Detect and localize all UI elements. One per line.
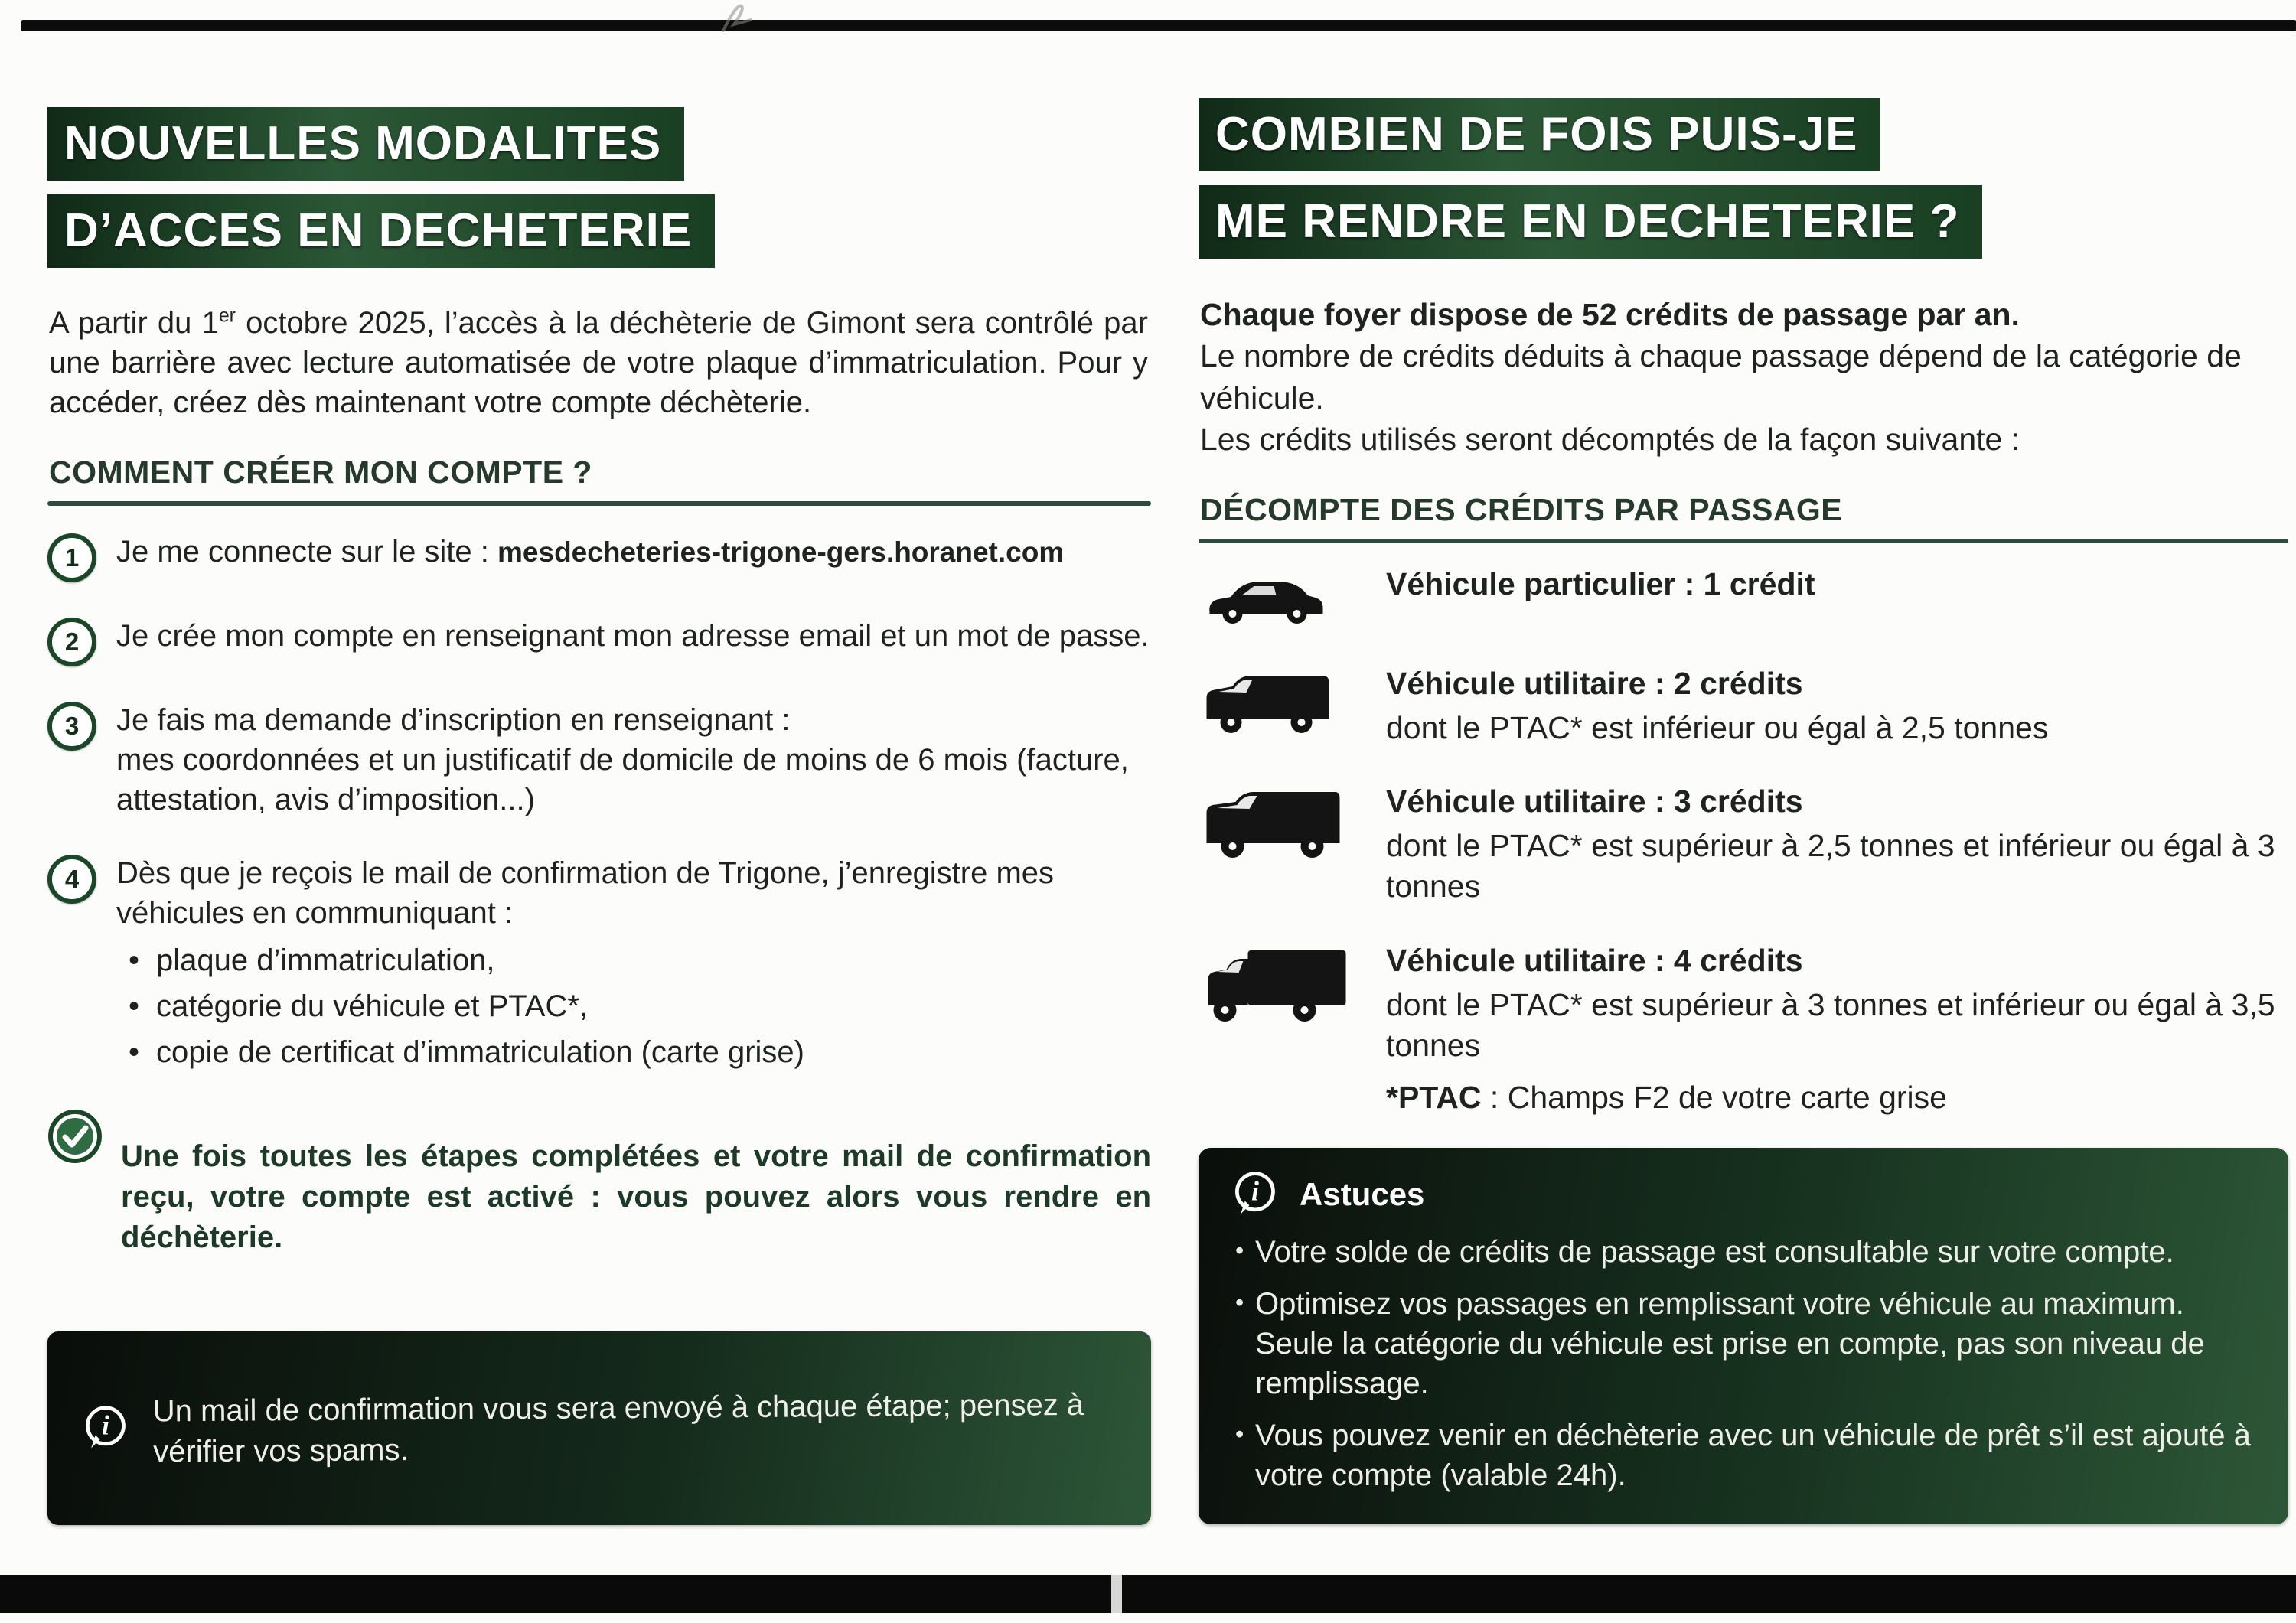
astuce-item-1: • Votre solde de crédits de passage est consultable sur votre compte.: [1229, 1232, 2255, 1272]
step-2: [47, 616, 1151, 666]
vehicle-truck-desc: dont le PTAC* est supérieur à 3 tonnes et inférieur ou égal à 3,5 tonnes: [1386, 986, 2275, 1063]
step-4-bullet-3: • copie de certificat d’immatriculation (carte grise): [116, 1032, 1151, 1072]
right-column: [1199, 98, 2288, 1524]
intro-paragraph: [49, 303, 1148, 422]
left-title-row-2: [47, 194, 1151, 268]
right-title-row-2: [1199, 185, 2288, 259]
left-title-line-1: NOUVELLES MODALITES: [47, 107, 684, 181]
step-3-text: [116, 700, 1151, 820]
step-4-label: Dès que je reçois le mail de confirmation de Trigone, j’enregistre mes véhicules en communiquant :: [116, 856, 1055, 930]
intro-superscript: er: [218, 306, 236, 328]
vehicle-small-van-desc: dont le PTAC* est inférieur ou égal à 2,5 tonnes: [1386, 709, 2049, 745]
step-2-number-badge: 2: [47, 618, 96, 666]
step-4-bullet-2: • catégorie du véhicule et PTAC*,: [116, 986, 1151, 1026]
step-1-text: [116, 532, 1064, 582]
ptac-note-right-term: *PTAC: [1386, 1080, 1482, 1116]
check-icon: [47, 1109, 103, 1164]
intro-text-before-sup: A partir du 1: [49, 306, 219, 341]
small-van-icon: [1199, 669, 1336, 741]
right-section-rule: [1199, 539, 2288, 543]
svg-text:i: i: [101, 1410, 109, 1441]
left-section-title: COMMENT CRÉER MON COMPTE ?: [49, 455, 592, 490]
confirmation-row: [47, 1106, 1151, 1288]
credits-intro-line-2: Le nombre de crédits déduits à chaque passage dépend de la catégorie de véhicule.: [1200, 338, 2242, 416]
vehicle-large-van-title: Véhicule utilitaire : 3 crédits: [1386, 784, 1803, 820]
astuces-title: Astuces: [1300, 1176, 1425, 1213]
info-icon: [80, 1403, 130, 1454]
step-1-number-badge: 1: [47, 533, 96, 582]
large-van-icon: [1199, 787, 1344, 867]
left-section-rule: [47, 501, 1151, 506]
intro-text-after-sup: octobre 2025, l’accès à la déchèterie de Gimont sera contrôlé par une barrière avec lecture automatisée de votre plaque d’immatriculation. Pour y accéder, créez dès maintenant votre compte déchèterie.: [49, 306, 1148, 420]
confirmation-text: Une fois toutes les étapes complétées et votre mail de confirmation reçu, votre compte est activé : vous pouvez alors vous rendre en déchèterie.: [121, 1139, 1151, 1254]
website-url-text: mesdecheteries-trigone-gers.horanet.com: [497, 536, 1065, 569]
step-4-bullet-1: • plaque d’immatriculation,: [116, 940, 1151, 980]
step-4-number-badge: 4: [47, 855, 96, 904]
credits-intro-bold: Chaque foyer dispose de 52 crédits de passage par an.: [1200, 297, 2020, 333]
credits-intro-line-3: Les crédits utilisés seront décomptés de la façon suivante :: [1200, 421, 2020, 457]
vehicle-row-large-van: [1199, 784, 2288, 908]
scan-artifact-top-bar: [21, 20, 2296, 31]
vehicle-truck-title: Véhicule utilitaire : 4 crédits: [1386, 942, 1803, 978]
truck-icon: [1199, 946, 1352, 1030]
left-title-row-1: [47, 107, 1151, 181]
step-1-label: Je me connecte sur le site :: [116, 535, 498, 569]
svg-text:i: i: [1251, 1175, 1259, 1207]
ptac-note-right-rest: : Champs F2 de votre carte grise: [1481, 1080, 1947, 1116]
right-title-line-2: ME RENDRE EN DECHETERIE ?: [1199, 185, 1982, 259]
step-3-line-1: Je fais ma demande d’inscription en renseignant :: [116, 703, 791, 738]
vehicle-car-title: Véhicule particulier : 1 crédit: [1386, 565, 1815, 601]
scan-artifact-bottom-bar: [0, 1575, 2296, 1613]
step-4-bullet-list: [116, 940, 1151, 1072]
step-3-number-badge: 3: [47, 702, 96, 751]
info-icon: [1229, 1169, 1280, 1220]
step-4-text: [116, 853, 1151, 1072]
step-2-text: Je crée mon compte en renseignant mon adresse email et un mot de passe.: [116, 619, 1150, 653]
vehicle-credit-list: [1199, 566, 2288, 1066]
account-steps-list: [47, 532, 1151, 1072]
right-title-line-1: COMBIEN DE FOIS PUIS-JE: [1199, 98, 1880, 171]
vehicle-row-car: [1199, 566, 2288, 631]
astuce-item-3: • Vous pouvez venir en déchèterie avec un véhicule de prêt s’il est ajouté à votre compte (valable 24h).: [1229, 1416, 2255, 1495]
left-title-line-2: D’ACCES EN DECHETERIE: [47, 194, 715, 268]
astuces-box: [1199, 1148, 2288, 1524]
car-icon: [1199, 569, 1332, 631]
right-title-row-1: [1199, 98, 2288, 171]
step-4: [47, 853, 1151, 1072]
astuce-item-2: • Optimisez vos passages en remplissant votre véhicule au maximum. Seule la catégorie du véhicule est prise en compte, pas son niveau de remplissage.: [1229, 1284, 2255, 1403]
step-3-line-2: mes coordonnées et un justificatif de domicile de moins de 6 mois (facture, attestation, avis d’imposition...): [116, 743, 1129, 817]
vehicle-row-small-van: [1199, 666, 2288, 748]
vehicle-small-van-title: Véhicule utilitaire : 2 crédits: [1386, 665, 1803, 701]
vehicle-row-truck: [1199, 943, 2288, 1067]
vehicle-large-van-desc: dont le PTAC* est supérieur à 2,5 tonnes et inférieur ou égal à 3 tonnes: [1386, 828, 2275, 904]
credits-intro: [1200, 294, 2287, 459]
mail-info-box: [47, 1331, 1151, 1526]
ptac-note-right: [1386, 1080, 2288, 1116]
mail-info-text: Un mail de confirmation vous sera envoyé à chaque étape; pensez à vérifier vos spams.: [152, 1387, 1084, 1468]
left-column: [47, 107, 1151, 1608]
right-section-title: DÉCOMPTE DES CRÉDITS PAR PASSAGE: [1200, 491, 1843, 527]
step-1: [47, 532, 1151, 582]
scan-pen-mark: [716, 2, 762, 40]
step-3: [47, 700, 1151, 820]
